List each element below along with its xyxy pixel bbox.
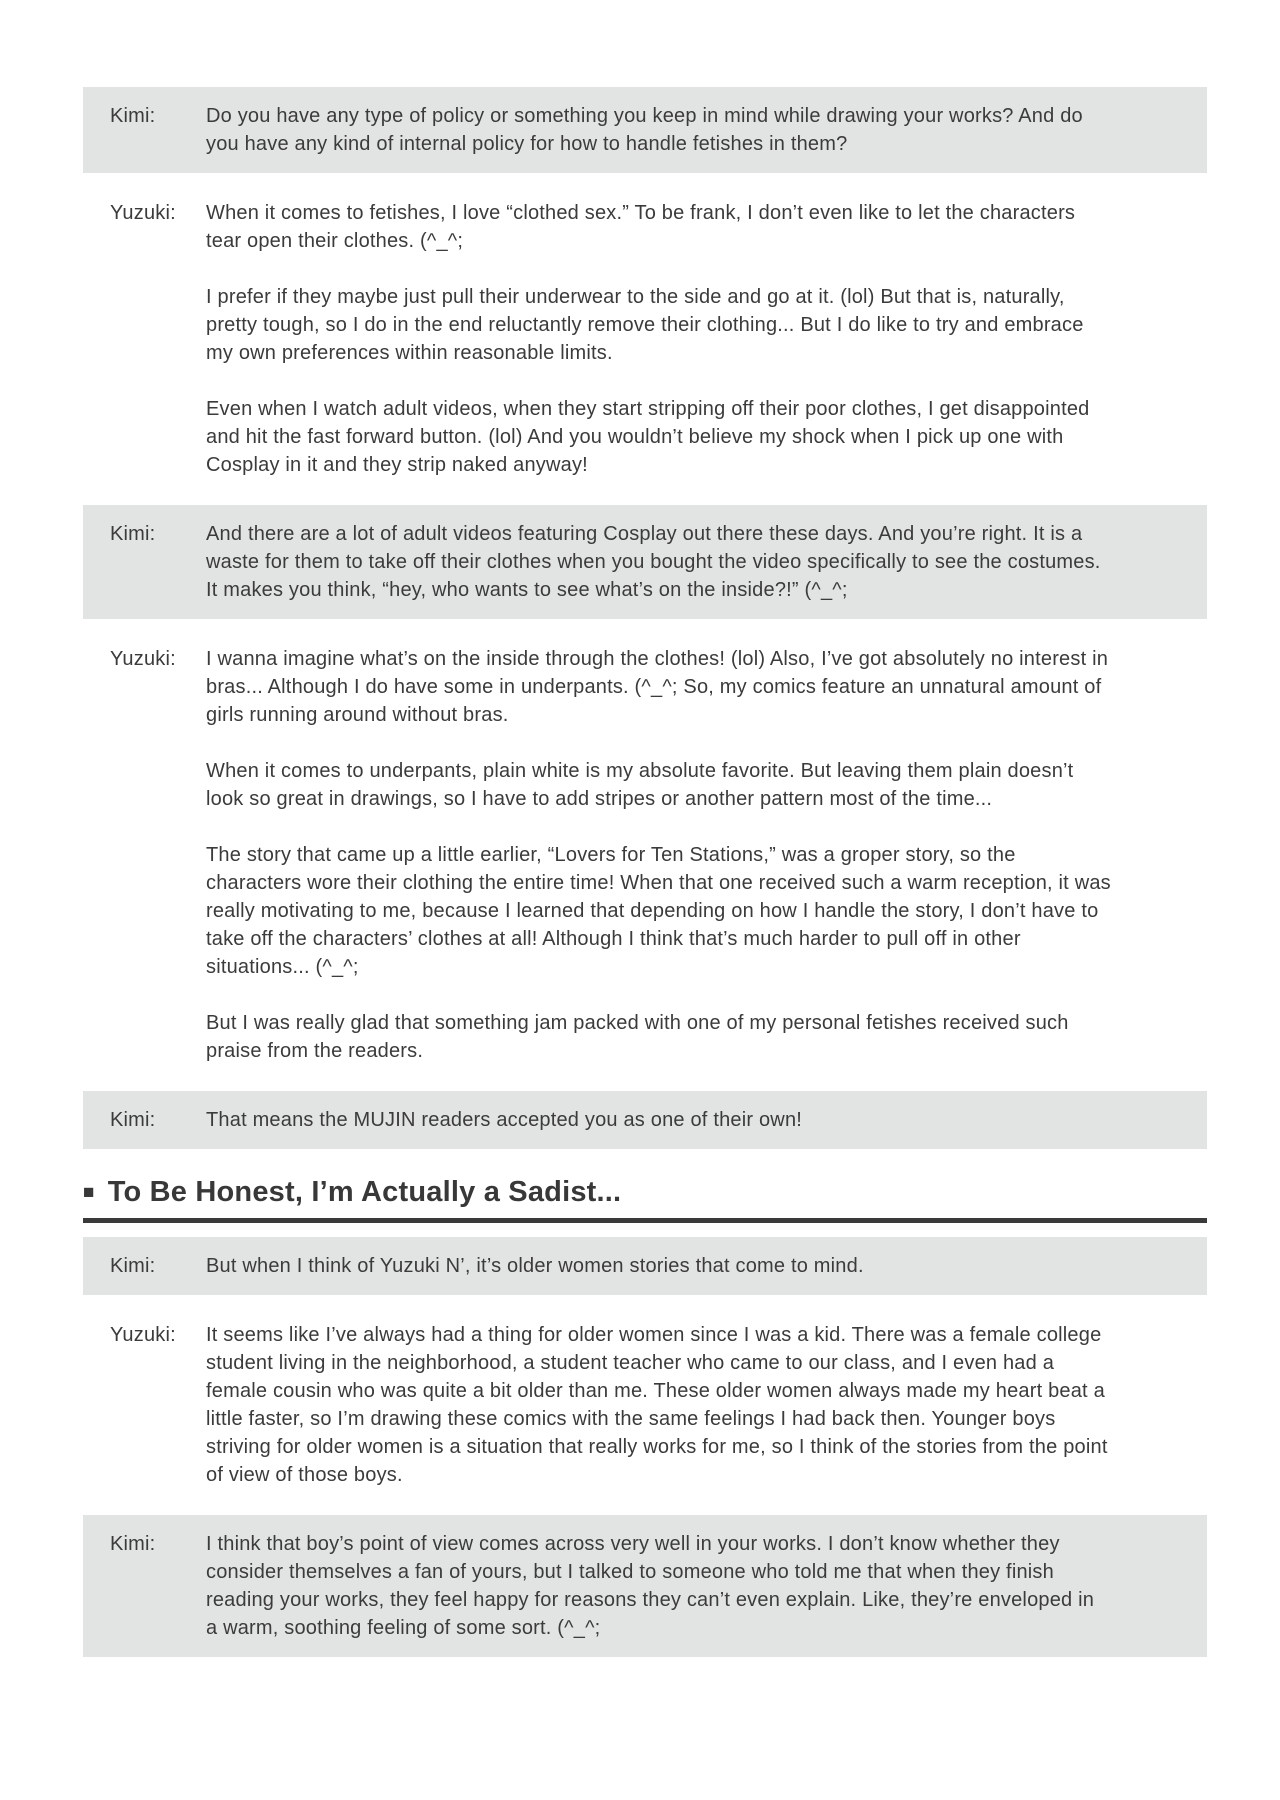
turn-paragraph: I think that boy’s point of view comes across very well in your works. I don’t know whether they consider themselves a fan of yours, but I talked to someone who told me that when they finish reading your works, they feel happy for reasons they can’t even explain. Like, they’re enveloped in a warm, soothing feeling of some sort. (^_^; bbox=[206, 1533, 1095, 1639]
speaker-label: Yuzuki: bbox=[110, 648, 176, 670]
turn-body bbox=[206, 102, 1111, 158]
turn-body bbox=[206, 199, 1111, 479]
turn-paragraph: The story that came up a little earlier, “Lovers for Ten Stations,” was a groper story, so the characters wore their clothing the entire time! When that one received such a warm reception, it was really motivating to me, because I learned that depending on how I handle the story, I don’t have to take off the characters’ clothes at all! Although I think that’s much harder to pull off in other situations... (^_^; bbox=[206, 844, 1111, 978]
dialogue-turn-shaded bbox=[83, 1091, 1207, 1149]
turn-paragraph: I prefer if they maybe just pull their underwear to the side and go at it. (lol) But that is, naturally, pretty tough, so I do in the end reluctantly remove their clothing... But I do like to try and embrace my own preferences within reasonable limits. bbox=[206, 286, 1084, 364]
speaker-label: Kimi: bbox=[110, 523, 156, 545]
dialogue-turn-shaded bbox=[83, 1515, 1207, 1657]
section-heading-text: To Be Honest, I’m Actually a Sadist... bbox=[107, 1176, 622, 1208]
dialogue-section-top bbox=[83, 87, 1207, 1149]
turn-paragraph: When it comes to underpants, plain white is my absolute favorite. But leaving them plain doesn’t look so great in drawings, so I have to add stripes or another pattern most of the time... bbox=[206, 760, 1074, 810]
dialogue-turn-shaded bbox=[83, 1237, 1207, 1295]
dialogue-turn bbox=[83, 645, 1207, 1065]
turn-paragraph: But I was really glad that something jam packed with one of my personal fetishes received such praise from the readers. bbox=[206, 1012, 1069, 1062]
speaker-label: Yuzuki: bbox=[110, 202, 176, 224]
turn-paragraph: It seems like I’ve always had a thing for older women since I was a kid. There was a female college student living in the neighborhood, a student teacher who came to our class, and I even had a female cousin who was quite a bit older than me. These older women always made my heart beat a little faster, so I’m drawing these comics with the same feelings I had back then. Younger boys striving for older women is a situation that really works for me, so I think of the stories from the point of view of those boys. bbox=[206, 1324, 1108, 1486]
turn-paragraph: When it comes to fetishes, I love “clothed sex.” To be frank, I don’t even like to let the characters tear open their clothes. (^_^; bbox=[206, 202, 1076, 252]
section-heading-row bbox=[83, 1175, 1207, 1209]
turn-paragraph: I wanna imagine what’s on the inside through the clothes! (lol) Also, I’ve got absolutely no interest in bras... Although I do have some in underpants. (^_^; So, my comics feature an unnatural amount of girls running around without bras. bbox=[206, 648, 1109, 726]
turn-body bbox=[206, 645, 1111, 1065]
turn-body bbox=[206, 1106, 802, 1134]
dialogue-turn-shaded bbox=[83, 505, 1207, 619]
dialogue-turn bbox=[83, 199, 1207, 479]
speaker-label: Kimi: bbox=[110, 105, 156, 127]
dialogue-turn-shaded bbox=[83, 87, 1207, 173]
turn-paragraph: And there are a lot of adult videos featuring Cosplay out there these days. And you’re right. It is a waste for them to take off their clothes when you bought the video specifically to see the costumes. It makes you think, “hey, who wants to see what’s on the inside?!” (^_^; bbox=[206, 523, 1101, 601]
heading-rule bbox=[83, 1218, 1207, 1223]
turn-paragraph: But when I think of Yuzuki N’, it’s older women stories that come to mind. bbox=[206, 1255, 864, 1277]
turn-body bbox=[206, 1252, 864, 1280]
dialogue-section-bottom bbox=[83, 1237, 1207, 1657]
turn-body bbox=[206, 1321, 1111, 1489]
section-heading bbox=[83, 1175, 1207, 1223]
turn-paragraph: That means the MUJIN readers accepted you as one of their own! bbox=[206, 1109, 803, 1131]
turn-paragraph: Even when I watch adult videos, when they start stripping off their poor clothes, I get disappointed and hit the fast forward button. (lol) And you wouldn’t believe my shock when I pick up one with Cosplay in it and they strip naked anyway! bbox=[206, 398, 1090, 476]
speaker-label: Yuzuki: bbox=[110, 1324, 176, 1346]
speaker-label: Kimi: bbox=[110, 1533, 156, 1555]
speaker-label: Kimi: bbox=[110, 1255, 156, 1277]
turn-paragraph: Do you have any type of policy or something you keep in mind while drawing your works? And do you have any kind of internal policy for how to handle fetishes in them? bbox=[206, 105, 1083, 155]
speaker-label: Kimi: bbox=[110, 1109, 156, 1131]
turn-body bbox=[206, 520, 1111, 604]
turn-body bbox=[206, 1530, 1111, 1642]
dialogue-turn bbox=[83, 1321, 1207, 1489]
square-bullet-icon: ■ bbox=[83, 1182, 95, 1203]
